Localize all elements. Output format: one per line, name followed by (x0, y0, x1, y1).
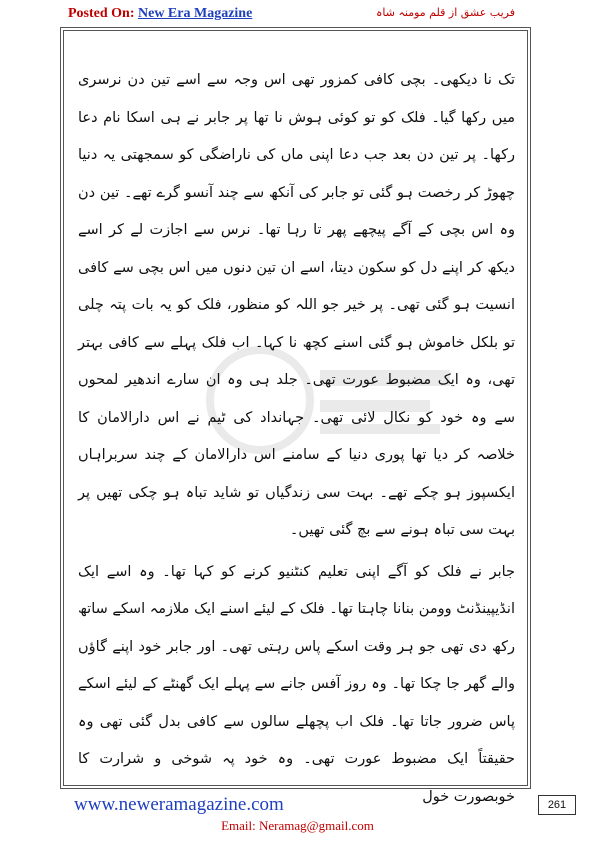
posted-on-line (68, 6, 252, 22)
paragraph: تک نا دیکھی۔ بچی کافی کمزور تھی اس وجہ سے اسے تین دن نرسری میں رکھا گیا۔ فلک کو تو کوئی ہوش نا تھا پر جابر نے ہی اسکا نام دعا رکھا۔ پر تین دن بعد جب دعا اپنی ماں کی ناراضگی کو سمجھتی یہ دنیا چھوڑ کر رخصت ہو گئی تو جابر کی آنکھ سے چند آنسو گرے تھے۔ تین دن وہ اس بچی کے آگے پیچھے پھر تا رہا تھا۔ نرس سے اجازت لے کر اسے دیکھ کر اپنے دل کو سکون دیتا، اسے ان تین دنوں میں اس بچی سے کافی انسیت ہو گئی تھی۔ پر خیر جو اللہ کو منظور، فلک کو یہ بات پتہ چلی تو بلکل خاموش ہو گئی اسنے کچھ نا کہا۔ اب فلک پہلے سے کافی بہتر تھی، وہ ایک مضبوط عورت تھی۔ جلد ہی وہ ان سارے اندھیر لمحوں سے وہ خود کو نکال لائی تھی۔ جہانداد کی ٹیم نے اس دارالامان کا خلاصہ کر دیا تھا پوری دنیا کے سامنے اس دارالامان کے چند سربراہاں ایکسپوز ہو چکے تھے۔ بہت سی زندگیاں تو شاید تباہ ہو چکی تھیں پر بہت سی تباہ ہونے سے بچ گئی تھیں۔ (78, 72, 515, 538)
article-body (78, 62, 515, 816)
book-title: فریب عشق از قلم مومنہ شاہ (375, 6, 515, 19)
posted-on-label: Posted On: (68, 6, 135, 21)
page-number: 261 (538, 795, 576, 815)
email-line: Email: Neramag@gmail.com (221, 818, 374, 833)
magazine-link[interactable]: New Era Magazine (138, 6, 253, 21)
page-header (0, 0, 595, 30)
paragraph: جابر نے فلک کو آگے اپنی تعلیم کنٹنیو کرنے کو کہا تھا۔ وہ اسے ایک انڈیپینڈنٹ وومن بنانا چاہتا تھا۔ فلک کے لیئے اسنے ایک ملازمہ اسکے ساتھ رکھ دی تھی جو ہر وقت اسکے پاس رہتی تھی۔ اور جابر خود اپنے گاؤں والے گھر جا چکا تھا۔ وہ روز آفس جانے سے پہلے ایک گھنٹے کے لیئے اسکے پاس ضرور جاتا تھا۔ فلک اب پچھلے سالوں سے کافی بدل گئی تھی وہ حقیقتاً ایک مضبوط عورت تھی۔ وہ خود پہ شوخی و شرارت کا خوبصورت خول (78, 563, 515, 805)
website-link[interactable]: www.neweramagazine.com (74, 794, 284, 815)
